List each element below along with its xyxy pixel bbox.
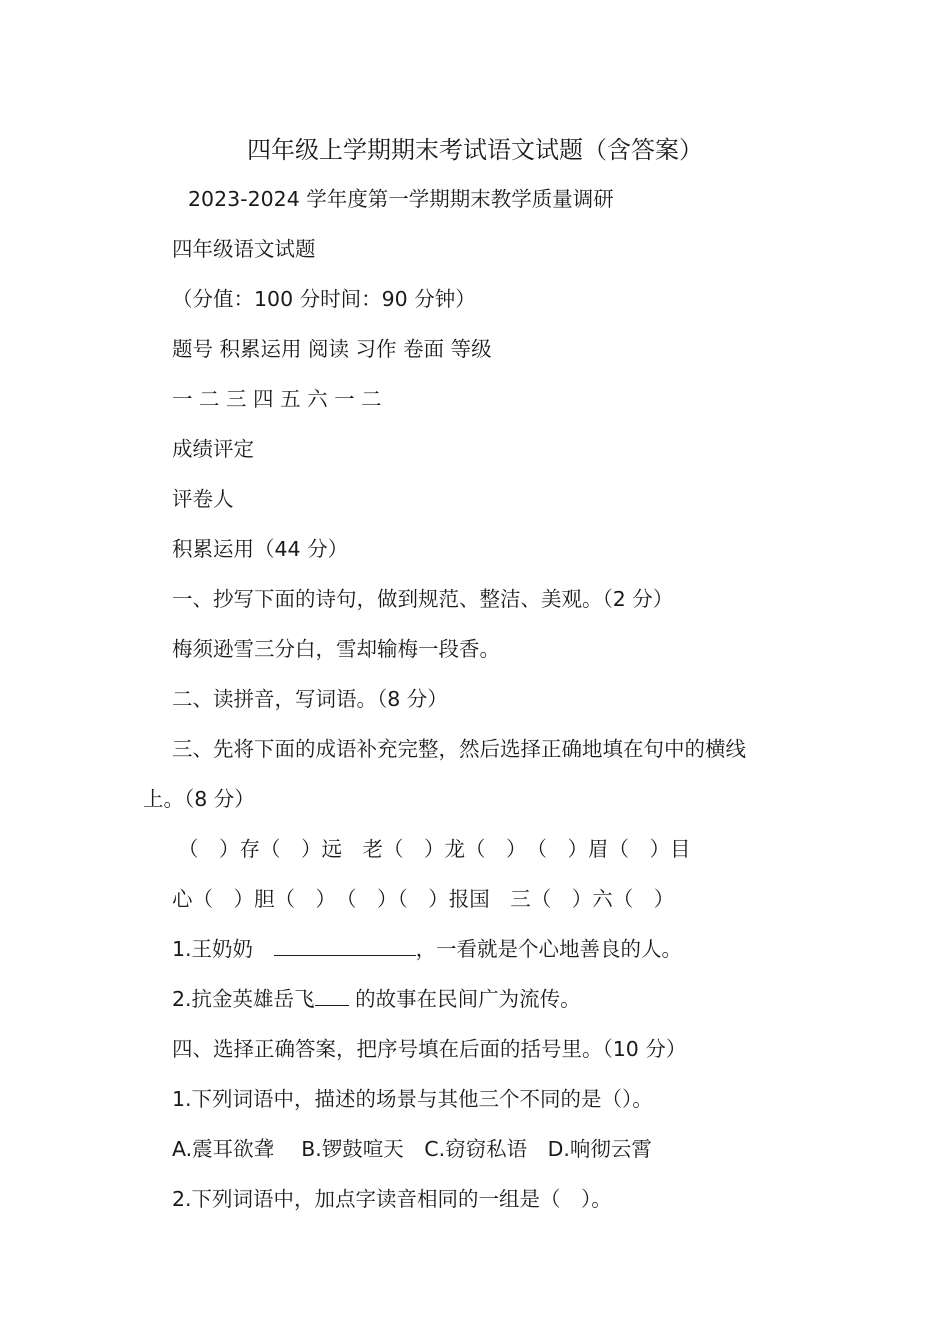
sentence-1-prefix: 1.王奶奶 [172,937,274,961]
answer-blank [315,985,349,1006]
question-4-1-options: A.震耳欲聋 B.锣鼓喧天 C.窃窃私语 D.响彻云霄 [172,1137,652,1161]
question-1: 一、抄写下面的诗句，做到规范、整洁、美观。（2 分） [172,587,674,611]
score-table-grade-row: 成绩评定 [172,437,254,461]
idioms-row-1: （ ）存（ ）远 老（ ）龙（ ） （ ）眉（ ）目 [178,837,691,861]
question-3-sentence-2 [172,984,581,1014]
document-title: 四年级上学期期末考试语文试题（含答案） [247,136,703,164]
exam-subtitle: 2023-2024 学年度第一学期期末教学质量调研 [188,187,614,211]
answer-blank [274,935,416,956]
question-3-sentence-1 [172,934,682,964]
question-3-line-1: 三、先将下面的成语补充完整，然后选择正确地填在句中的横线 [172,737,746,761]
grade-title: 四年级语文试题 [172,237,316,261]
question-3-line-2: 上。（8 分） [143,787,255,811]
score-table-header: 题号 积累运用 阅读 习作 卷面 等级 [172,337,492,361]
idioms-row-2: 心（ ）胆（ ） （ ）（ ）报国 三（ ）六（ ） [172,887,675,911]
score-time-note: （分值：100 分时间：90 分钟） [172,287,476,311]
question-4-1: 1.下列词语中，描述的场景与其他三个不同的是（）。 [172,1087,653,1111]
question-4: 四、选择正确答案，把序号填在后面的括号里。（10 分） [172,1037,687,1061]
question-2: 二、读拼音，写词语。（8 分） [172,687,448,711]
question-1-poem: 梅须逊雪三分白，雪却输梅一段香。 [172,637,500,661]
section-title: 积累运用（44 分） [172,537,349,561]
score-table-numbers: 一 二 三 四 五 六 一 二 [172,387,382,411]
sentence-2-suffix: 的故事在民间广为流传。 [348,987,581,1011]
score-table-grader-row: 评卷人 [172,487,234,511]
sentence-2-prefix: 2.抗金英雄岳飞 [172,987,315,1011]
question-4-2: 2.下列词语中，加点字读音相同的一组是（ ）。 [172,1187,612,1211]
sentence-1-suffix: ，一看就是个心地善良的人。 [415,937,683,961]
